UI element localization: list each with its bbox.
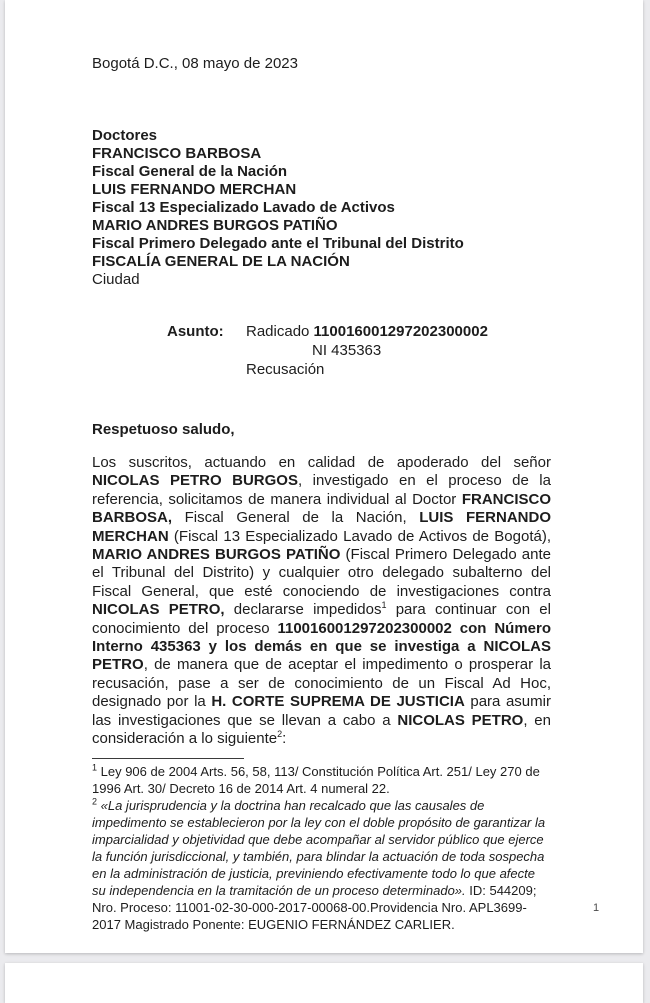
recipient-line-entity: FISCALÍA GENERAL DE LA NACIÓN	[92, 253, 350, 270]
text-segment: (Fiscal Primero Delegado ante el Tribunal del Distrito) y cualquier otro delegado subalterno del Fiscal General, que esté conociendo de investigaciones contra	[92, 546, 551, 600]
radicado-number: 110016001297202300002	[313, 323, 488, 340]
subject-radicado-line	[246, 322, 488, 341]
text-segment: Ley 906 de 2004 Arts. 56, 58, 113/ Constitución Política Art. 251/ Ley 270 de 1996 Art. 30/ Decreto 16 de 2014 Art. 4 numeral 22.	[92, 763, 540, 796]
text-segment: MARIO ANDRES BURGOS PATIÑO	[92, 546, 341, 564]
text-segment: NICOLAS PETRO,	[92, 601, 225, 619]
subject-lines	[246, 322, 488, 379]
recipient-line-name-3: MARIO ANDRES BURGOS PATIÑO	[92, 217, 338, 234]
text-segment: declararse impedidos	[224, 601, 382, 619]
recipient-line-title-3: Fiscal Primero Delegado ante el Tribunal del Distrito	[92, 235, 464, 252]
text-segment: 1	[381, 600, 387, 611]
page-1	[5, 0, 643, 953]
subject-matter: Recusación	[246, 361, 325, 378]
subject-internal-number: NI 435363	[312, 342, 382, 359]
footnote-2	[92, 797, 551, 933]
text-segment: LUIS FERNANDO MERCHAN	[92, 509, 551, 545]
text-segment: 1	[92, 762, 98, 773]
subject-block	[92, 322, 551, 379]
text-segment: NICOLAS PETRO	[397, 711, 524, 729]
recipient-line-doctores: Doctores	[92, 127, 158, 144]
text-segment: Fiscal General de la Nación,	[172, 509, 420, 527]
text-segment: , de manera que de aceptar el impedimento o prosperar la recusación, pase a ser de conocimiento de un Fiscal Ad Hoc, designado por la	[92, 656, 551, 711]
text-segment: 2	[277, 729, 283, 740]
text-segment: 2	[92, 796, 98, 807]
text-segment: FRANCISCO BARBOSA,	[92, 490, 551, 527]
recipient-line-title-2: Fiscal 13 Especializado Lavado de Activos	[92, 199, 395, 216]
date-line: Bogotá D.C., 08 mayo de 2023	[92, 55, 298, 72]
footnote-separator	[92, 758, 244, 759]
text-segment: , en consideración a lo siguiente	[92, 711, 551, 748]
recipient-line-title-1: Fiscal General de la Nación	[92, 163, 288, 180]
recipients-block	[92, 127, 551, 289]
footnotes-block	[92, 763, 551, 933]
text-segment: para continuar con el conocimiento del proceso	[92, 601, 551, 637]
text-segment: para asumir las investigaciones que se llevan a cabo a	[92, 693, 551, 729]
radicado-prefix: Radicado	[246, 323, 314, 340]
footnote-1	[92, 763, 551, 797]
text-segment: :	[282, 730, 287, 748]
body-paragraph	[92, 454, 551, 749]
text-segment: NICOLAS PETRO BURGOS	[92, 472, 298, 490]
text-segment: «La jurisprudencia y la doctrina han recalcado que las causales de impedimento se establecieron por la ley con el doble propósito de garantizar la imparcialidad y objetividad que debe acompañar al servidor público que ejerce la función jurisdiccional, y también, para blindar la actuación de toda sospecha en la administración de justicia, previniendo efectivamente todo lo que afecte su independencia en la tramitación de un proceso determinado».	[92, 797, 546, 898]
text-segment: (Fiscal 13 Especializado Lavado de Activos de Bogotá),	[168, 527, 551, 545]
recipient-line-name-2: LUIS FERNANDO MERCHAN	[92, 181, 297, 198]
recipient-line-name-1: FRANCISCO BARBOSA	[92, 145, 262, 162]
salutation: Respetuoso saludo,	[92, 421, 235, 438]
page-2	[5, 963, 643, 1003]
text-segment: ID: 544209; Nro. Proceso: 11001-02-30-000-2017-00068-00.Providencia Nro. APL3699-2017 Magistrado Ponente: EUGENIO FERNÁNDEZ CARLIER.	[92, 882, 537, 932]
text-segment: H. CORTE SUPREMA DE JUSTICIA	[211, 693, 465, 711]
text-segment: 110016001297202300002 con Número Interno 435363 y los demás en que se investiga a NICOLAS PETRO	[92, 619, 551, 674]
text-segment: Los suscritos, actuando en calidad de apoderado del señor	[92, 454, 551, 471]
recipient-line-city: Ciudad	[92, 271, 140, 288]
page-number: 1	[593, 902, 600, 914]
text-segment: , investigado en el proceso de la referencia, solicitamos de manera individual al Doctor	[92, 472, 551, 508]
subject-label: Asunto:	[167, 323, 224, 340]
